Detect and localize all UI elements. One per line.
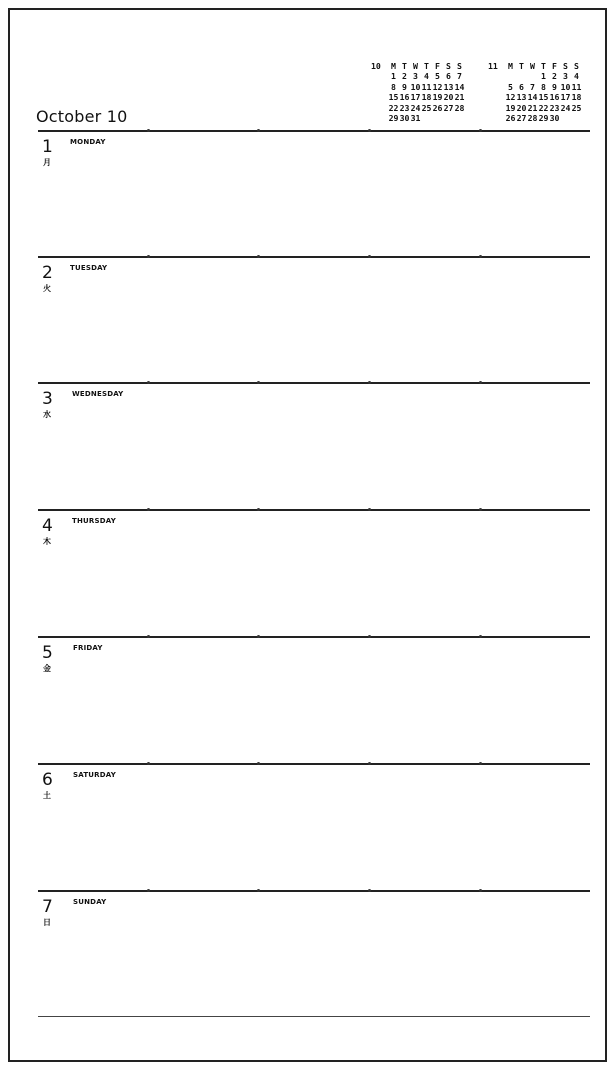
mini-calendar-date: 12 <box>432 81 443 92</box>
mini-calendar-date: 26 <box>432 102 443 113</box>
time-marker-dot <box>479 889 482 892</box>
mini-calendar-date: 2 <box>552 71 557 82</box>
day-separator-line <box>38 763 590 765</box>
time-marker-dot <box>257 508 260 511</box>
day-number: 7 <box>42 897 53 917</box>
mini-calendar-date: 29 <box>388 112 399 123</box>
time-marker-dot <box>479 635 482 638</box>
mini-calendar-date: 19 <box>432 92 443 103</box>
mini-calendar-date: 24 <box>410 102 421 113</box>
day-kanji: 水 <box>43 410 51 419</box>
mini-calendar-date: 17 <box>560 92 571 103</box>
mini-calendar-date: 8 <box>391 81 396 92</box>
mini-calendar-date: 19 <box>505 102 516 113</box>
mini-calendar-date: 3 <box>563 71 568 82</box>
mini-calendar-weekday-header: S <box>457 61 462 71</box>
mini-calendar-date: 23 <box>549 102 560 113</box>
mini-calendar-date: 3 <box>413 71 418 82</box>
mini-calendar-date: 10 <box>560 81 571 92</box>
mini-calendar-date: 17 <box>410 92 421 103</box>
day-separator-line <box>38 256 590 258</box>
mini-calendar-date: 12 <box>505 92 516 103</box>
day-name: FRIDAY <box>73 644 103 652</box>
mini-calendar-date: 9 <box>402 81 407 92</box>
time-marker-dot <box>257 889 260 892</box>
mini-calendar-date: 18 <box>571 92 582 103</box>
time-marker-dot <box>368 129 371 132</box>
mini-calendar-date: 11 <box>421 81 432 92</box>
day-name: SATURDAY <box>73 771 116 779</box>
time-marker-dot <box>257 381 260 384</box>
mini-calendar-date <box>560 113 571 123</box>
mini-calendar-weekday-header: T <box>402 61 407 71</box>
mini-calendar-date: 28 <box>454 102 465 113</box>
mini-calendar-date: 1 <box>541 71 546 82</box>
mini-calendar-date: 27 <box>443 102 454 113</box>
mini-calendar-month-number: 11 <box>488 61 498 71</box>
mini-calendar-date: 28 <box>527 112 538 123</box>
mini-calendar-date: 14 <box>527 92 538 103</box>
mini-calendar-date: 16 <box>399 92 410 103</box>
mini-calendar-date: 29 <box>538 112 549 123</box>
mini-calendar-date: 23 <box>399 102 410 113</box>
mini-calendar-weekday-header: F <box>435 61 440 71</box>
mini-calendar-date: 10 <box>410 81 421 92</box>
day-name: THURSDAY <box>72 517 116 525</box>
mini-calendar-date <box>571 113 582 123</box>
time-marker-dot <box>479 255 482 258</box>
mini-calendar-weekday-header: T <box>519 61 524 71</box>
day-number: 6 <box>42 770 53 790</box>
mini-calendar-weekday-header: T <box>541 61 546 71</box>
mini-calendar-date <box>454 113 465 123</box>
time-marker-dot <box>257 255 260 258</box>
day-kanji: 日 <box>43 918 51 927</box>
time-marker-dot <box>147 762 150 765</box>
mini-calendar-date: 31 <box>410 112 421 123</box>
mini-calendar-date: 21 <box>454 92 465 103</box>
mini-calendar-date: 26 <box>505 112 516 123</box>
time-marker-dot <box>479 381 482 384</box>
mini-calendar-date: 18 <box>421 92 432 103</box>
mini-calendar-date: 20 <box>516 102 527 113</box>
day-number: 3 <box>42 389 53 409</box>
mini-calendar-date <box>432 113 443 123</box>
time-marker-dot <box>147 508 150 511</box>
time-marker-dot <box>368 635 371 638</box>
mini-calendar-date: 4 <box>424 71 429 82</box>
mini-calendar-date <box>516 71 527 81</box>
day-kanji: 月 <box>43 158 51 167</box>
mini-calendar-date: 5 <box>435 71 440 82</box>
mini-calendar-date: 25 <box>571 102 582 113</box>
mini-calendar-weekday-header: S <box>563 61 568 71</box>
day-number: 2 <box>42 263 53 283</box>
mini-calendar-date: 20 <box>443 92 454 103</box>
mini-calendar-date: 22 <box>388 102 399 113</box>
day-separator-line <box>38 636 590 638</box>
day-kanji: 木 <box>43 537 51 546</box>
day-number: 4 <box>42 516 53 536</box>
time-marker-dot <box>368 889 371 892</box>
mini-calendar-date: 9 <box>552 81 557 92</box>
mini-calendar-weekday-header: S <box>574 61 579 71</box>
time-marker-dot <box>368 255 371 258</box>
mini-calendar-date: 13 <box>443 81 454 92</box>
mini-calendar-date: 30 <box>549 112 560 123</box>
time-marker-dot <box>257 635 260 638</box>
time-marker-dot <box>368 762 371 765</box>
mini-calendar-date: 8 <box>541 81 546 92</box>
mini-calendar-date: 25 <box>421 102 432 113</box>
mini-calendar-weekday-header: W <box>413 61 418 71</box>
bottom-line <box>38 1016 590 1017</box>
time-marker-dot <box>257 129 260 132</box>
mini-calendar-date: 2 <box>402 71 407 82</box>
time-marker-dot <box>147 129 150 132</box>
day-name: TUESDAY <box>70 264 108 272</box>
mini-calendar-weekday-header: M <box>391 61 396 71</box>
time-marker-dot <box>147 381 150 384</box>
mini-calendar-date: 5 <box>508 81 513 92</box>
mini-calendar-date: 4 <box>574 71 579 82</box>
mini-calendar-weekday-header: M <box>508 61 513 71</box>
day-number: 1 <box>42 137 53 157</box>
time-marker-dot <box>257 762 260 765</box>
mini-calendar-weekday-header: F <box>552 61 557 71</box>
time-marker-dot <box>479 129 482 132</box>
mini-calendar-date: 15 <box>538 92 549 103</box>
mini-calendar-date: 6 <box>519 81 524 92</box>
page-title: October 10 <box>36 107 128 126</box>
mini-calendar-date <box>505 71 516 81</box>
mini-calendar-date: 7 <box>530 81 535 92</box>
day-separator-line <box>38 890 590 892</box>
time-marker-dot <box>147 889 150 892</box>
mini-calendar-date <box>421 113 432 123</box>
time-marker-dot <box>479 508 482 511</box>
day-separator-line <box>38 382 590 384</box>
time-marker-dot <box>368 508 371 511</box>
day-separator-line <box>38 130 590 132</box>
mini-calendar-date: 15 <box>388 92 399 103</box>
mini-calendar-date: 6 <box>446 71 451 82</box>
day-name: SUNDAY <box>73 898 107 906</box>
day-number: 5 <box>42 643 53 663</box>
mini-calendar-date <box>527 71 538 81</box>
mini-calendar-weekday-header: S <box>446 61 451 71</box>
time-marker-dot <box>368 381 371 384</box>
day-name: MONDAY <box>70 138 106 146</box>
mini-calendar-weekday-header: T <box>424 61 429 71</box>
time-marker-dot <box>147 635 150 638</box>
day-separator-line <box>38 509 590 511</box>
mini-calendar-date: 21 <box>527 102 538 113</box>
day-name: WEDNESDAY <box>72 390 124 398</box>
mini-calendar-date: 30 <box>399 112 410 123</box>
mini-calendar-date: 13 <box>516 92 527 103</box>
mini-calendar-date: 1 <box>391 71 396 82</box>
mini-calendar-date <box>443 113 454 123</box>
mini-calendar-weekday-header: W <box>530 61 535 71</box>
day-kanji: 金 <box>43 664 51 673</box>
mini-calendar-date: 14 <box>454 81 465 92</box>
mini-calendar-grid <box>505 61 582 123</box>
mini-calendar-month-number: 10 <box>371 61 381 71</box>
day-kanji: 土 <box>43 791 51 800</box>
mini-calendar-date: 24 <box>560 102 571 113</box>
time-marker-dot <box>147 255 150 258</box>
mini-calendar-date: 22 <box>538 102 549 113</box>
mini-calendar-date: 11 <box>571 81 582 92</box>
mini-calendar-date: 27 <box>516 112 527 123</box>
time-marker-dot <box>479 762 482 765</box>
mini-calendar-date: 7 <box>457 71 462 82</box>
mini-calendar-grid <box>388 61 465 123</box>
day-kanji: 火 <box>43 284 51 293</box>
mini-calendar-date: 16 <box>549 92 560 103</box>
